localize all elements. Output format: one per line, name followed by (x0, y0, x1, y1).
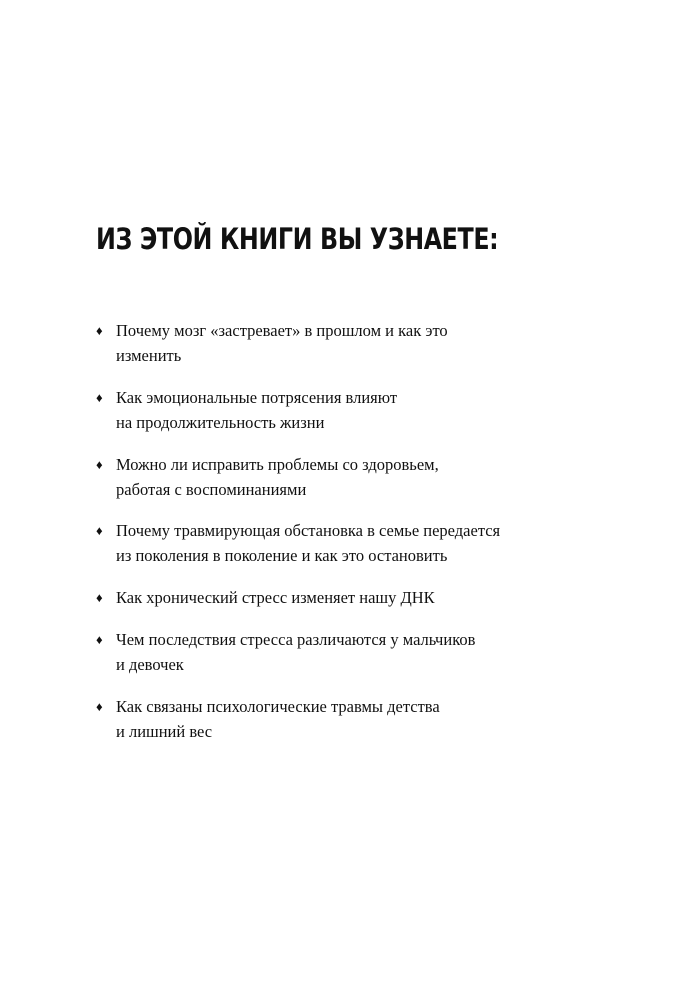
list-item-line: изменить (116, 346, 182, 365)
list-item-line: Как эмоциональные потрясения влияют (116, 387, 398, 407)
list-item-line: и лишний вес (116, 721, 213, 741)
list-item (96, 385, 576, 435)
list-item-line: из поколения в поколение и как это остановить (116, 546, 448, 566)
list-item (96, 585, 576, 610)
list-item-line: Как хронический стресс изменяет нашу ДНК (116, 588, 435, 608)
diamond-bullet-icon: ♦ (96, 523, 103, 539)
list-item-line: Как связаны психологические травмы детства (116, 696, 440, 716)
takeaways-list (96, 318, 576, 761)
list-item (96, 627, 576, 677)
list-item (96, 518, 576, 568)
list-item-line: Почему травмирующая обстановка в семье передается (116, 521, 501, 541)
list-item-line: и девочек (116, 654, 184, 674)
list-item-line: Почему мозг «застревает» в прошлом и как это (116, 321, 448, 340)
list-item-line: на продолжительность жизни (116, 412, 325, 432)
list-item (96, 694, 576, 744)
page-heading: ИЗ ЭТОЙ КНИГИ ВЫ УЗНАЕТЕ: (96, 222, 499, 256)
diamond-bullet-icon: ♦ (96, 323, 103, 338)
list-item-line: Чем последствия стресса различаются у мальчиков (116, 629, 476, 649)
list-item (96, 318, 576, 368)
list-item-line: работая с воспоминаниями (116, 479, 307, 499)
diamond-bullet-icon: ♦ (96, 456, 103, 472)
diamond-bullet-icon: ♦ (96, 389, 103, 405)
list-item-line: Можно ли исправить проблемы со здоровьем, (116, 454, 439, 474)
diamond-bullet-icon: ♦ (96, 590, 103, 606)
diamond-bullet-icon: ♦ (96, 631, 103, 647)
list-item (96, 452, 576, 502)
diamond-bullet-icon: ♦ (96, 698, 103, 714)
